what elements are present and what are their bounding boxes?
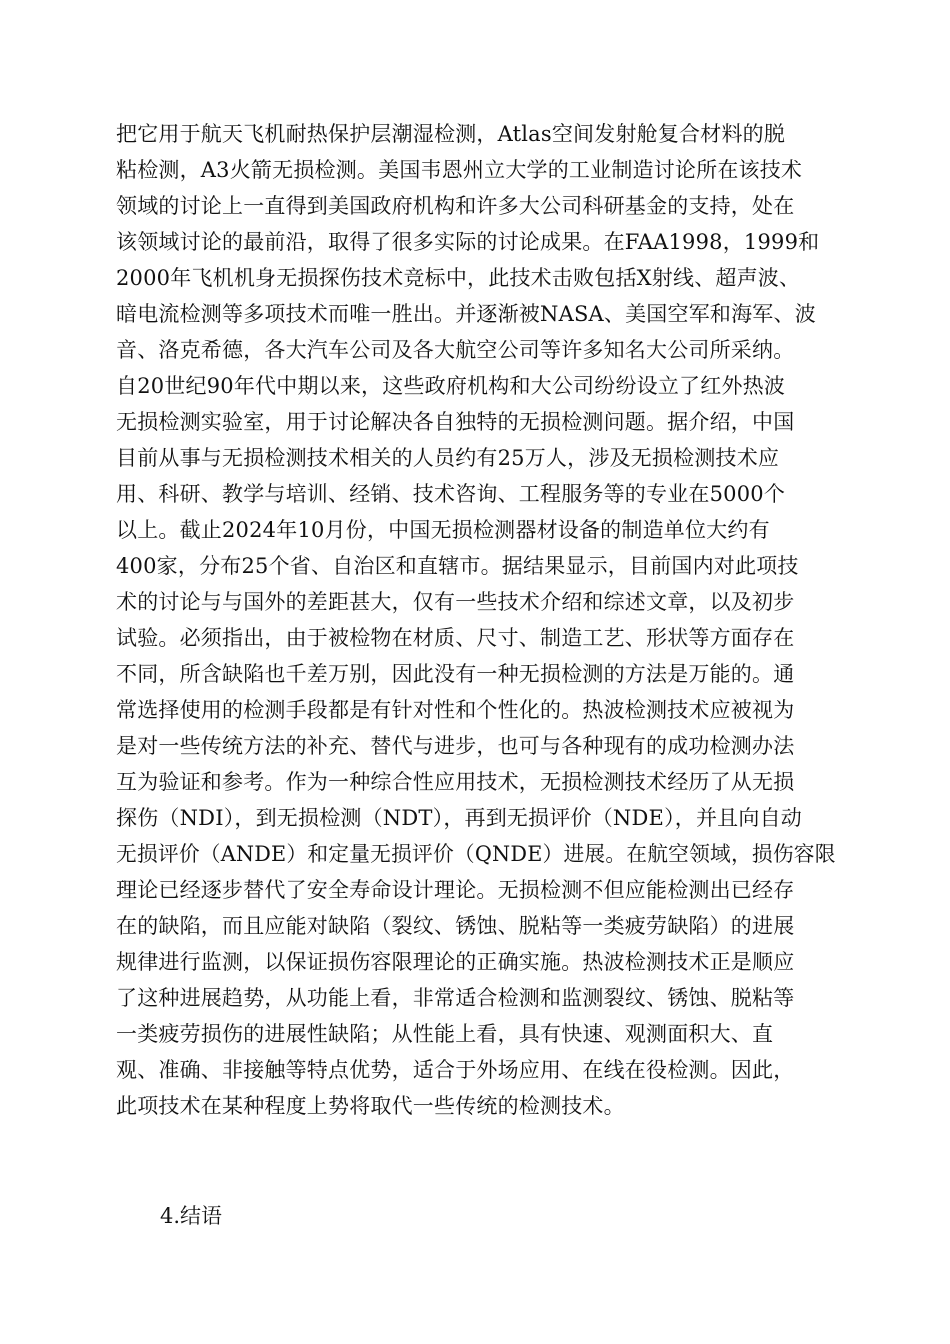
paragraph-line: 观、准确、非接触等特点优势，适合于外场应用、在线在役检测。因此， (116, 1058, 795, 1082)
paragraph-line: 了这种进展趋势，从功能上看，非常适合检测和监测裂纹、锈蚀、脱粘等 (116, 986, 795, 1010)
paragraph-line: 无损检测实验室，用于讨论解决各自独特的无损检测问题。据介绍，中国 (116, 410, 795, 434)
paragraph-line: 互为验证和参考。作为一种综合性应用技术，无损检测技术经历了从无损 (116, 770, 795, 794)
paragraph-line: 一类疲劳损伤的进展性缺陷；从性能上看，具有快速、观测面积大、直 (116, 1022, 774, 1046)
paragraph-line: 试验。必须指出，由于被检物在材质、尺寸、制造工艺、形状等方面存在 (116, 626, 795, 650)
paragraph-line: 探伤（NDI），到无损检测（NDT），再到无损评价（NDE），并且向自动 (116, 806, 802, 830)
paragraph-line: 该领域讨论的最前沿，取得了很多实际的讨论成果。在FAA1998，1999和 (116, 230, 820, 254)
paragraph-line: 用、科研、教学与培训、经销、技术咨询、工程服务等的专业在5000个 (116, 482, 786, 506)
paragraph-line: 把它用于航天飞机耐热保护层潮湿检测，Atlas空间发射舱复合材料的脱 (116, 122, 786, 146)
paragraph-line: 暗电流检测等多项技术而唯一胜出。并逐渐被NASA、美国空军和海军、波 (116, 302, 816, 326)
section-heading: 4.结语 (160, 1204, 223, 1228)
paragraph-line: 以上。截止2024年10月份，中国无损检测器材设备的制造单位大约有 (116, 518, 770, 542)
paragraph-line: 领域的讨论上一直得到美国政府机构和许多大公司科研基金的支持，处在 (116, 194, 795, 218)
paragraph-line: 不同，所含缺陷也千差万别，因此没有一种无损检测的方法是万能的。通 (116, 662, 795, 686)
paragraph-line: 粘检测，A3火箭无损检测。美国韦恩州立大学的工业制造讨论所在该技术 (116, 158, 803, 182)
paragraph-line: 在的缺陷，而且应能对缺陷（裂纹、锈蚀、脱粘等一类疲劳缺陷）的进展 (116, 914, 795, 938)
paragraph-line: 自20世纪90年代中期以来，这些政府机构和大公司纷纷设立了红外热波 (116, 374, 786, 398)
paragraph-line: 此项技术在某种程度上势将取代一些传统的检测技术。 (116, 1094, 625, 1118)
paragraph-line: 2000年飞机机身无损探伤技术竞标中，此技术击败包括X射线、超声波、 (116, 266, 801, 290)
paragraph-line: 音、洛克希德，各大汽车公司及各大航空公司等许多知名大公司所采纳。 (116, 338, 795, 362)
paragraph-line: 400家，分布25个省、自治区和直辖市。据结果显示，目前国内对此项技 (116, 554, 799, 578)
paragraph-line: 是对一些传统方法的补充、替代与进步，也可与各种现有的成功检测办法 (116, 734, 795, 758)
paragraph-line: 无损评价（ANDE）和定量无损评价（QNDE）进展。在航空领域，损伤容限 (116, 842, 836, 866)
paragraph-line: 常选择使用的检测手段都是有针对性和个性化的。热波检测技术应被视为 (116, 698, 795, 722)
paragraph-line: 理论已经逐步替代了安全寿命设计理论。无损检测不但应能检测出已经存 (116, 878, 795, 902)
paragraph-line: 规律进行监测，以保证损伤容限理论的正确实施。热波检测技术正是顺应 (116, 950, 795, 974)
paragraph-line: 目前从事与无损检测技术相关的人员约有25万人，涉及无损检测技术应 (116, 446, 780, 470)
paragraph-line: 术的讨论与与国外的差距甚大，仅有一些技术介绍和综述文章，以及初步 (116, 590, 795, 614)
